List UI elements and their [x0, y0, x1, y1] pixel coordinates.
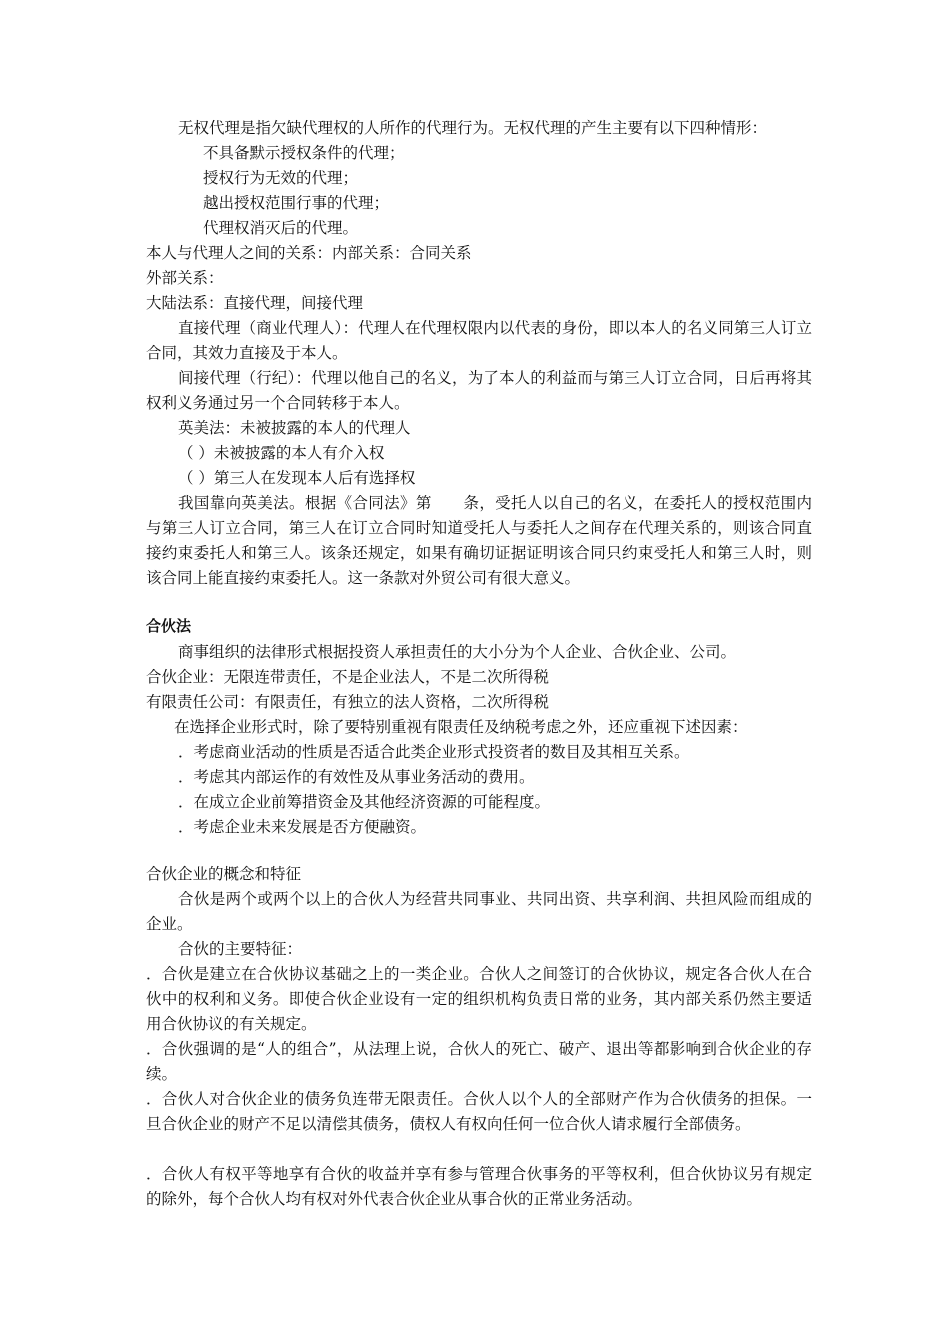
china-law-paragraph: 我国靠向英美法。根据《合同法》第 条，受托人以自己的名义，在委托人的授权范围内与第三人订立合同，第三人在订立合同时知道受托人与委托人之间存在代理关系的，则该合同直接约束委托人和第三人。该条还规定，如果有确切证据证明该合同只约束受托人和第三人时，则该合同上能直接约束委托人。这一条款对外贸公司有很大意义。 [146, 494, 812, 587]
case-item: 代理权消灭后的代理。 [203, 219, 359, 237]
factor-item: ．考虑其内部运作的有效性及从事业务活动的费用。 [178, 768, 535, 786]
factor-item: ．考虑企业未来发展是否方便融资。 [178, 818, 427, 836]
indirect-agency-paragraph: 间接代理（行纪）：代理以他自己的名义，为了本人的利益而与第三人订立合同，日后再将其权利义务通过另一个合同转移于本人。 [146, 369, 812, 412]
common-law-item: （ ）未被披露的本人有介入权 [178, 444, 385, 462]
common-law-line: 英美法：未被披露的本人的代理人 [178, 419, 411, 437]
case-item: 不具备默示授权条件的代理； [203, 144, 405, 162]
factor-item: ．在成立企业前筹措资金及其他经济资源的可能程度。 [178, 793, 551, 811]
factors-intro: 在选择企业形式时，除了要特别重视有限责任及纳税考虑之外，还应重视下述因素： [174, 718, 748, 736]
common-law-item: （ ）第三人在发现本人后有选择权 [178, 469, 416, 487]
partnership-definition: 合伙是两个或两个以上的合伙人为经营共同事业、共同出资、共享利润、共担风险而组成的企业。 [146, 890, 812, 933]
section-heading: 合伙法 [146, 617, 192, 635]
case-item: 越出授权范围行事的代理； [203, 194, 390, 212]
feature-item: ．合伙是建立在合伙协议基础之上的一类企业。合伙人之间签订的合伙协议，规定各合伙人在合伙中的权利和义务。即使合伙企业设有一定的组织机构负责日常的业务，其内部关系仍然主要适用合伙协议的有关规定。 [146, 965, 812, 1033]
factor-item: ．考虑商业活动的性质是否适合此类企业形式投资者的数目及其相互关系。 [178, 743, 690, 761]
feature-item: ．合伙强调的是“人的组合”，从法理上说，合伙人的死亡、破产、退出等都影响到合伙企业的存续。 [146, 1040, 812, 1083]
features-title: 合伙的主要特征： [178, 940, 303, 958]
unauthorized-agency-intro: 无权代理是指欠缺代理权的人所作的代理行为。无权代理的产生主要有以下四种情形： [178, 119, 768, 137]
case-item: 授权行为无效的代理； [203, 169, 359, 187]
civil-law-line: 大陆法系：直接代理，间接代理 [146, 294, 364, 312]
external-relation-label: 外部关系： [146, 269, 224, 287]
feature-item: ．合伙人有权平等地享有合伙的收益并享有参与管理合伙事务的平等权利，但合伙协议另有规定的除外，每个合伙人均有权对外代表合伙企业从事合伙的正常业务活动。 [146, 1165, 812, 1208]
llc-line: 有限责任公司：有限责任，有独立的法人资格，二次所得税 [146, 693, 550, 711]
partnership-line: 合伙企业：无限连带责任，不是企业法人，不是二次所得税 [146, 668, 550, 686]
business-forms-intro: 商事组织的法律形式根据投资人承担责任的大小分为个人企业、合伙企业、公司。 [178, 643, 737, 661]
feature-item: ．合伙人对合伙企业的债务负连带无限责任。合伙人以个人的全部财产作为合伙债务的担保。一旦合伙企业的财产不足以清偿其债务，债权人有权向任何一位合伙人请求履行全部债务。 [146, 1090, 812, 1133]
partnership-concept-title: 合伙企业的概念和特征 [146, 865, 302, 883]
direct-agency-paragraph: 直接代理（商业代理人）：代理人在代理权限内以代表的身份，即以本人的名义同第三人订立合同，其效力直接及于本人。 [146, 319, 812, 362]
relation-line: 本人与代理人之间的关系：内部关系：合同关系 [146, 244, 472, 262]
